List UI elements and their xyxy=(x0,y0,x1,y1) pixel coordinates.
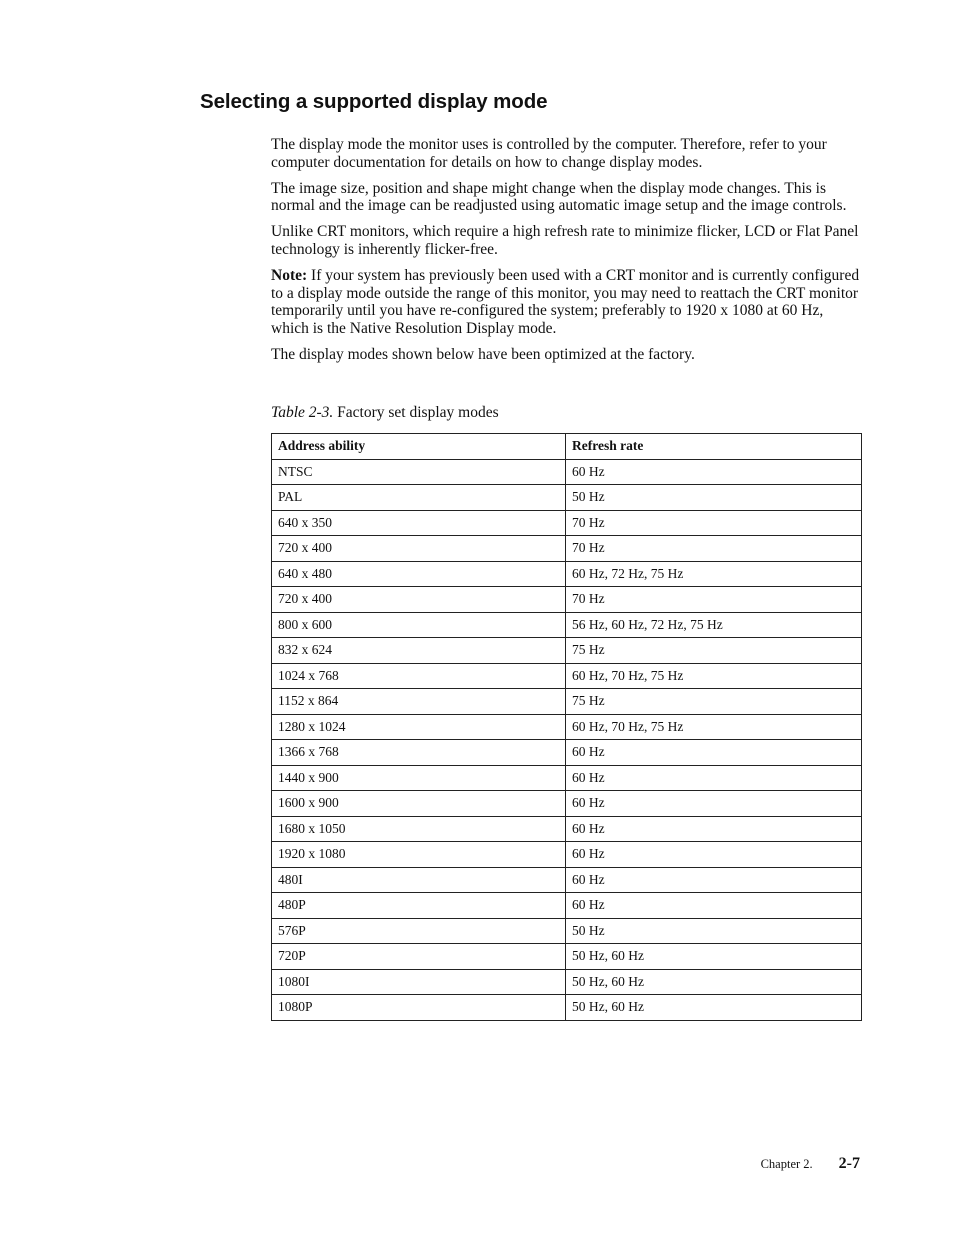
table-row xyxy=(272,663,862,689)
address-ability-cell: 720 x 400 xyxy=(272,536,566,562)
refresh-rate-cell: 50 Hz, 60 Hz xyxy=(566,944,862,970)
address-ability-cell: 800 x 600 xyxy=(272,612,566,638)
table-title: Factory set display modes xyxy=(333,404,499,421)
table-row xyxy=(272,740,862,766)
table-row xyxy=(272,561,862,587)
refresh-rate-cell: 50 Hz xyxy=(566,918,862,944)
refresh-rate-cell: 60 Hz xyxy=(566,816,862,842)
refresh-rate-cell: 60 Hz xyxy=(566,842,862,868)
table-caption xyxy=(271,403,499,423)
refresh-rate-cell: 60 Hz xyxy=(566,867,862,893)
table-row xyxy=(272,842,862,868)
refresh-rate-cell: 60 Hz, 72 Hz, 75 Hz xyxy=(566,561,862,587)
address-ability-cell: 1440 x 900 xyxy=(272,765,566,791)
display-modes-table xyxy=(271,433,862,1021)
table-header-row xyxy=(272,434,862,460)
address-ability-cell: PAL xyxy=(272,485,566,511)
address-ability-cell: 576P xyxy=(272,918,566,944)
table-row xyxy=(272,867,862,893)
table-row xyxy=(272,765,862,791)
table-body xyxy=(272,459,862,1020)
address-ability-cell: 480P xyxy=(272,893,566,919)
address-ability-cell: 720 x 400 xyxy=(272,587,566,613)
address-ability-cell: 832 x 624 xyxy=(272,638,566,664)
address-ability-cell: 1280 x 1024 xyxy=(272,714,566,740)
address-ability-cell: 480I xyxy=(272,867,566,893)
paragraph: The display modes shown below have been optimized at the factory. xyxy=(271,345,695,363)
address-ability-cell: 1366 x 768 xyxy=(272,740,566,766)
table-row xyxy=(272,944,862,970)
address-ability-cell: 1920 x 1080 xyxy=(272,842,566,868)
refresh-rate-cell: 60 Hz xyxy=(566,459,862,485)
refresh-rate-cell: 70 Hz xyxy=(566,536,862,562)
paragraph: The display mode the monitor uses is controlled by the computer. Therefore, refer to your computer documentation for details on how to change display modes. xyxy=(271,136,827,171)
address-ability-cell: 1080P xyxy=(272,995,566,1021)
table-row xyxy=(272,587,862,613)
body-text xyxy=(271,136,861,372)
table-row xyxy=(272,459,862,485)
paragraph: Unlike CRT monitors, which require a high refresh rate to minimize flicker, LCD or Flat Panel technology is inherently flicker-free. xyxy=(271,223,859,258)
refresh-rate-cell: 56 Hz, 60 Hz, 72 Hz, 75 Hz xyxy=(566,612,862,638)
address-ability-cell: 1152 x 864 xyxy=(272,689,566,715)
table-row xyxy=(272,638,862,664)
page-footer xyxy=(761,1155,860,1173)
table-row xyxy=(272,536,862,562)
refresh-rate-cell: 75 Hz xyxy=(566,689,862,715)
table-row xyxy=(272,612,862,638)
refresh-rate-cell: 60 Hz xyxy=(566,791,862,817)
table-row xyxy=(272,995,862,1021)
address-ability-cell: 720P xyxy=(272,944,566,970)
refresh-rate-cell: 60 Hz xyxy=(566,893,862,919)
table-row xyxy=(272,689,862,715)
column-header-refresh-rate: Refresh rate xyxy=(566,434,862,460)
table-row xyxy=(272,791,862,817)
address-ability-cell: 1680 x 1050 xyxy=(272,816,566,842)
refresh-rate-cell: 60 Hz, 70 Hz, 75 Hz xyxy=(566,663,862,689)
address-ability-cell: 1024 x 768 xyxy=(272,663,566,689)
note-text: If your system has previously been used with a CRT monitor and is currently configured to a display mode outside the range of this monitor, you may need to reattach the CRT monitor temporarily until you have re-configured the system; preferably to 1920 x 1080 at 60 Hz, which is the Native Resolution Display mode. xyxy=(271,267,860,337)
refresh-rate-cell: 50 Hz, 60 Hz xyxy=(566,969,862,995)
address-ability-cell: 1600 x 900 xyxy=(272,791,566,817)
refresh-rate-cell: 70 Hz xyxy=(566,587,862,613)
refresh-rate-cell: 50 Hz, 60 Hz xyxy=(566,995,862,1021)
address-ability-cell: 1080I xyxy=(272,969,566,995)
chapter-label: Chapter 2. xyxy=(760,1157,813,1171)
address-ability-cell: NTSC xyxy=(272,459,566,485)
table-row xyxy=(272,893,862,919)
address-ability-cell: 640 x 350 xyxy=(272,510,566,536)
table-row xyxy=(272,510,862,536)
section-heading: Selecting a supported display mode xyxy=(200,90,548,113)
table-row xyxy=(272,485,862,511)
table-row xyxy=(272,714,862,740)
refresh-rate-cell: 60 Hz xyxy=(566,740,862,766)
paragraph: The image size, position and shape might change when the display mode changes. This is normal and the image can be readjusted using automatic image setup and the image controls. xyxy=(271,179,847,215)
note-label: Note: xyxy=(271,267,308,285)
page-number: 2-7 xyxy=(838,1155,860,1172)
table-number: Table 2-3. xyxy=(271,404,334,421)
note-paragraph xyxy=(271,267,861,337)
address-ability-cell: 640 x 480 xyxy=(272,561,566,587)
refresh-rate-cell: 75 Hz xyxy=(566,638,862,664)
table-row xyxy=(272,816,862,842)
column-header-address-ability: Address ability xyxy=(272,434,566,460)
refresh-rate-cell: 70 Hz xyxy=(566,510,862,536)
table-row xyxy=(272,918,862,944)
refresh-rate-cell: 50 Hz xyxy=(566,485,862,511)
refresh-rate-cell: 60 Hz, 70 Hz, 75 Hz xyxy=(566,714,862,740)
refresh-rate-cell: 60 Hz xyxy=(566,765,862,791)
table-row xyxy=(272,969,862,995)
